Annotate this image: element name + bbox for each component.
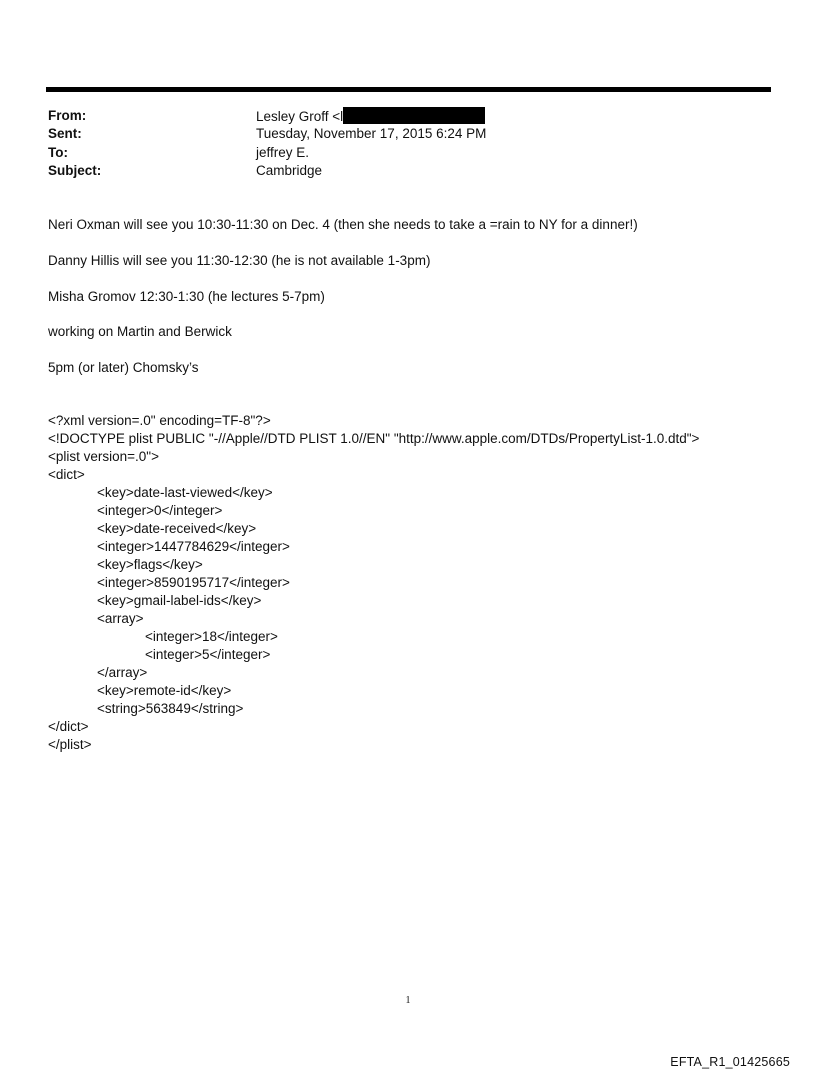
plist-line: <integer>18</integer> <box>145 629 278 644</box>
plist-line: <key>remote-id</key> <box>97 683 232 698</box>
subject-label: Subject: <box>48 163 102 178</box>
document-id: EFTA_R1_01425665 <box>670 1055 790 1069</box>
plist-line: <key>flags</key> <box>97 557 203 572</box>
body-line: 5pm (or later) Chomsky’s <box>48 360 199 375</box>
plist-line: <key>gmail-label-ids</key> <box>97 593 262 608</box>
sender-name: Lesley Groff <l <box>256 109 344 124</box>
sent-value: Tuesday, November 17, 2015 6:24 PM <box>256 126 487 141</box>
plist-line: <plist version=.0"> <box>48 449 159 464</box>
plist-line: <array> <box>97 611 144 626</box>
plist-line: <!DOCTYPE plist PUBLIC "-//Apple//DTD PLIST 1.0//EN" "http://www.apple.com/DTDs/PropertyList-1.0.dtd"> <box>48 431 700 446</box>
from-label: From: <box>48 108 87 123</box>
sent-label: Sent: <box>48 126 82 141</box>
plist-line: <dict> <box>48 467 85 482</box>
plist-line: <?xml version=.0" encoding=TF-8"?> <box>48 413 271 428</box>
plist-line: <integer>0</integer> <box>97 503 223 518</box>
from-value <box>256 107 485 126</box>
body-line: Misha Gromov 12:30-1:30 (he lectures 5-7pm) <box>48 289 325 304</box>
body-line: Neri Oxman will see you 10:30-11:30 on Dec. 4 (then she needs to take a =rain to NY for a dinner!) <box>48 217 638 232</box>
body-line: Danny Hillis will see you 11:30-12:30 (he is not available 1-3pm) <box>48 253 431 268</box>
plist-line: <integer>1447784629</integer> <box>97 539 290 554</box>
to-label: To: <box>48 145 68 160</box>
plist-line: <integer>8590195717</integer> <box>97 575 290 590</box>
plist-line: </plist> <box>48 737 92 752</box>
page-number: 1 <box>405 995 411 1006</box>
body-line: working on Martin and Berwick <box>48 324 232 339</box>
plist-line: <key>date-received</key> <box>97 521 257 536</box>
plist-line: </array> <box>97 665 148 680</box>
redaction-box <box>343 107 485 124</box>
plist-line: </dict> <box>48 719 89 734</box>
to-value: jeffrey E. <box>256 145 310 160</box>
plist-line: <integer>5</integer> <box>145 647 271 662</box>
plist-line: <string>563849</string> <box>97 701 244 716</box>
header-divider-rule <box>46 87 771 92</box>
subject-value: Cambridge <box>256 163 323 178</box>
plist-line: <key>date-last-viewed</key> <box>97 485 273 500</box>
